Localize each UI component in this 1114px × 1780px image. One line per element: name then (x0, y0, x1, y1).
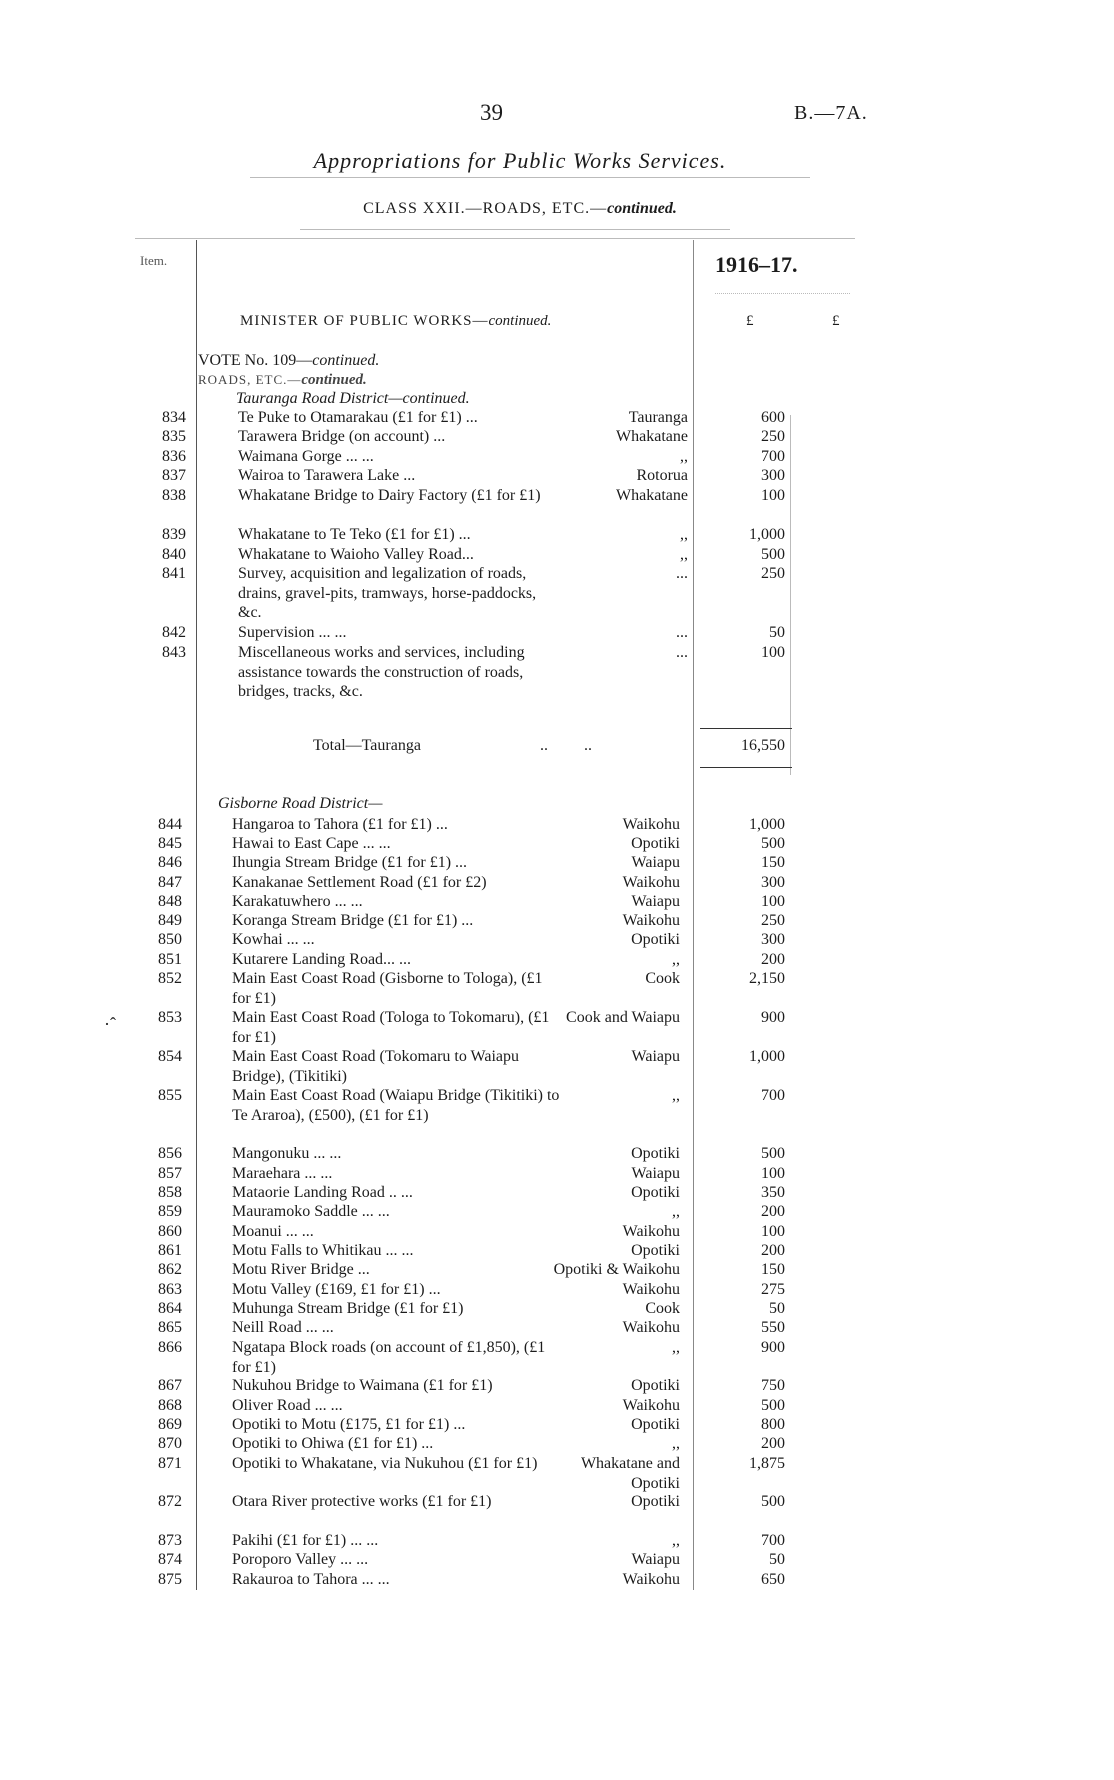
page-title: Appropriations for Public Works Services. (313, 148, 727, 173)
class-heading (0, 200, 1040, 218)
item-location: ,, (680, 546, 688, 563)
currency-symbol-2: £ (832, 313, 840, 329)
item-description: Ngatapa Block roads (on account of £1,850), (£1 for £1) (232, 1339, 546, 1376)
item-description: Whakatane Bridge to Dairy Factory (£1 for £1) (238, 487, 541, 504)
item-description: Main East Coast Road (Tokomaru to Waiapu Bridge), (Tikitiki) (232, 1048, 520, 1085)
item-amount: 1,000 (749, 1048, 785, 1065)
item-description: Hawai to East Cape ... ... (232, 835, 391, 852)
item-amount: 100 (761, 644, 785, 661)
tauranga-total-dots: .. .. (540, 737, 592, 754)
item-location: Waiapu (631, 854, 680, 871)
item-number: 863 (158, 1281, 182, 1298)
total-upper-rule (700, 728, 792, 729)
item-amount: 700 (761, 1087, 785, 1104)
item-location: Opotiki (631, 1377, 680, 1394)
item-description: Main East Coast Road (Tologa to Tokomaru), (£1 for £1) (232, 1009, 550, 1046)
item-description: Opotiki to Whakatane, via Nukuhou (£1 for £1) (232, 1455, 538, 1472)
item-description: Kowhai ... ... (232, 931, 315, 948)
item-number: 836 (162, 448, 186, 465)
item-number: 856 (158, 1145, 182, 1162)
item-description: Neill Road ... ... (232, 1319, 334, 1336)
item-number: 862 (158, 1261, 182, 1278)
item-number: 853 (158, 1009, 182, 1026)
item-number: 871 (158, 1455, 182, 1472)
item-location: ,, (672, 1339, 680, 1356)
item-location: Tauranga (628, 409, 688, 426)
item-number: 858 (158, 1184, 182, 1201)
item-location: ,, (672, 1087, 680, 1104)
item-number: 852 (158, 970, 182, 987)
item-amount: 500 (761, 1145, 785, 1162)
item-amount: 50 (769, 1551, 785, 1568)
item-amount: 900 (761, 1009, 785, 1026)
item-description: Mangonuku ... ... (232, 1145, 342, 1162)
item-location: Opotiki (631, 1145, 680, 1162)
gisborne-district-heading: Gisborne Road District— (218, 795, 383, 812)
roads-suffix: continued. (301, 372, 367, 388)
item-number: 861 (158, 1242, 182, 1259)
item-number: 848 (158, 893, 182, 910)
item-location: ... (676, 624, 688, 641)
item-amount: 350 (761, 1184, 785, 1201)
item-number: 873 (158, 1532, 182, 1549)
item-description: Poroporo Valley ... ... (232, 1551, 369, 1568)
item-description: Mauramoko Saddle ... ... (232, 1203, 390, 1220)
item-number: 839 (162, 526, 186, 543)
item-amount: 200 (761, 951, 785, 968)
item-description: Miscellaneous works and services, including assistance towards the construction of roads, bridges, tracks, &c. (238, 644, 525, 700)
item-location: Waikohu (622, 1571, 680, 1588)
item-number: 859 (158, 1203, 182, 1220)
item-location: Opotiki & Waikohu (553, 1261, 680, 1278)
item-amount: 1,875 (749, 1455, 785, 1472)
item-amount: 100 (761, 487, 785, 504)
item-location: Waikohu (622, 1319, 680, 1336)
item-amount: 150 (761, 1261, 785, 1278)
item-amount: 100 (761, 1165, 785, 1182)
item-amount: 500 (761, 1493, 785, 1510)
item-description: Supervision ... ... (238, 624, 347, 641)
class-suffix: continued. (607, 200, 677, 217)
item-description: Pakihi (£1 for £1) ... ... (232, 1532, 379, 1549)
item-description: Kutarere Landing Road... ... (232, 951, 412, 968)
item-column-header: Item. (140, 253, 168, 268)
item-location: Whakatane (616, 487, 688, 504)
item-number: 864 (158, 1300, 182, 1317)
item-number: 835 (162, 428, 186, 445)
item-description: Koranga Stream Bridge (£1 for £1) ... (232, 912, 474, 929)
print-mark: ·ˆ (104, 1014, 116, 1034)
item-description: Motu Valley (£169, £1 for £1) ... (232, 1281, 441, 1298)
item-description: Ihungia Stream Bridge (£1 for £1) ... (232, 854, 468, 871)
item-amount: 275 (761, 1281, 785, 1298)
item-description: Mataorie Landing Road .. ... (232, 1184, 413, 1201)
item-location: Rotorua (636, 467, 688, 484)
item-amount: 250 (761, 565, 785, 582)
item-description: Maraehara ... ... (232, 1165, 333, 1182)
item-number: 838 (162, 487, 186, 504)
item-location: Cook (645, 970, 680, 987)
item-number: 834 (162, 409, 186, 426)
item-location: ... (676, 565, 688, 582)
item-location: ,, (672, 951, 680, 968)
roads-heading (198, 372, 367, 389)
item-location: ... (676, 644, 688, 661)
item-description: Karakatuwhero ... ... (232, 893, 363, 910)
item-description: Muhunga Stream Bridge (£1 for £1) (232, 1300, 464, 1317)
item-amount: 1,000 (749, 526, 785, 543)
vote-label: VOTE No. 109— (198, 352, 313, 369)
roads-label: ROADS, ETC.— (198, 372, 302, 387)
item-location: Waiapu (631, 1165, 680, 1182)
item-description: Main East Coast Road (Waiapu Bridge (Tikitiki) to Te Araroa), (£500), (£1 for £1) (232, 1087, 560, 1124)
item-amount: 250 (761, 912, 785, 929)
item-amount: 750 (761, 1377, 785, 1394)
item-amount: 200 (761, 1435, 785, 1452)
item-amount: 600 (761, 409, 785, 426)
item-location: Opotiki (631, 835, 680, 852)
item-amount: 250 (761, 428, 785, 445)
item-location: Waiapu (631, 893, 680, 910)
item-description: Whakatane to Te Teko (£1 for £1) ... (238, 526, 471, 543)
item-location: ,, (672, 1435, 680, 1452)
item-number: 865 (158, 1319, 182, 1336)
item-description: Waimana Gorge ... ... (238, 448, 374, 465)
item-description: Main East Coast Road (Gisborne to Tologa), (£1 for £1) (232, 970, 543, 1007)
item-number: 857 (158, 1165, 182, 1182)
minister-suffix: continued. (488, 313, 552, 329)
item-number: 855 (158, 1087, 182, 1104)
vote-heading (198, 352, 379, 370)
minister-heading (240, 313, 551, 330)
item-amount: 800 (761, 1416, 785, 1433)
item-location: Waiapu (631, 1048, 680, 1065)
item-number: 851 (158, 951, 182, 968)
item-number: 875 (158, 1571, 182, 1588)
item-location: Cook (645, 1300, 680, 1317)
item-location: Opotiki (631, 1416, 680, 1433)
minister-label: MINISTER OF PUBLIC WORKS— (240, 313, 489, 329)
location-column-divider (693, 240, 694, 1590)
item-number: 847 (158, 874, 182, 891)
item-description: Motu Falls to Whitikau ... ... (232, 1242, 414, 1259)
title-rule (250, 177, 810, 178)
item-number: 840 (162, 546, 186, 563)
item-column-divider (196, 240, 197, 1590)
page-number: 39 (480, 100, 503, 125)
item-number: 860 (158, 1223, 182, 1240)
item-description: Whakatane to Waioho Valley Road... (238, 546, 474, 563)
tauranga-total-amount: 16,550 (741, 737, 785, 754)
item-location: Waikohu (622, 912, 680, 929)
item-amount: 300 (761, 467, 785, 484)
item-number: 867 (158, 1377, 182, 1394)
item-location: ,, (672, 1203, 680, 1220)
item-amount: 300 (761, 874, 785, 891)
item-location: Opotiki (631, 1184, 680, 1201)
item-location: Cook and Waiapu (566, 1009, 680, 1026)
item-description: Rakauroa to Tahora ... ... (232, 1571, 390, 1588)
item-description: Motu River Bridge ... (232, 1261, 370, 1278)
item-description: Kanakanae Settlement Road (£1 for £2) (232, 874, 487, 891)
section-code: B.—7A. (794, 102, 868, 124)
item-amount: 300 (761, 931, 785, 948)
item-description: Te Puke to Otamarakau (£1 for £1) ... (238, 409, 478, 426)
item-number: 874 (158, 1551, 182, 1568)
item-number: 846 (158, 854, 182, 871)
item-amount: 200 (761, 1242, 785, 1259)
item-description: Moanui ... ... (232, 1223, 314, 1240)
item-amount: 700 (761, 1532, 785, 1549)
item-number: 869 (158, 1416, 182, 1433)
item-location: Waikohu (622, 874, 680, 891)
item-amount: 650 (761, 1571, 785, 1588)
item-location: Waikohu (622, 1397, 680, 1414)
item-description: Hangaroa to Tahora (£1 for £1) ... (232, 816, 448, 833)
item-description: Opotiki to Ohiwa (£1 for £1) ... (232, 1435, 434, 1452)
item-number: 842 (162, 624, 186, 641)
item-amount: 1,000 (749, 816, 785, 833)
item-description: Wairoa to Tarawera Lake ... (238, 467, 416, 484)
table-top-rule (135, 238, 855, 239)
item-number: 844 (158, 816, 182, 833)
tauranga-district-heading: Tauranga Road District—continued. (236, 390, 470, 407)
item-description: Oliver Road ... ... (232, 1397, 343, 1414)
item-location: Opotiki (631, 931, 680, 948)
item-amount: 200 (761, 1203, 785, 1220)
item-number: 872 (158, 1493, 182, 1510)
item-location: ,, (680, 526, 688, 543)
item-description: Otara River protective works (£1 for £1) (232, 1493, 492, 1510)
item-amount: 900 (761, 1339, 785, 1356)
item-amount: 550 (761, 1319, 785, 1336)
item-number: 849 (158, 912, 182, 929)
item-amount: 500 (761, 1397, 785, 1414)
item-amount: 2,150 (749, 970, 785, 987)
item-location: Whakatane (616, 428, 688, 445)
item-description: Opotiki to Motu (£175, £1 for £1) ... (232, 1416, 466, 1433)
item-amount: 150 (761, 854, 785, 871)
item-number: 837 (162, 467, 186, 484)
item-location: ,, (680, 448, 688, 465)
item-number: 866 (158, 1339, 182, 1356)
item-amount: 100 (761, 893, 785, 910)
item-amount: 50 (769, 1300, 785, 1317)
total-lower-rule (700, 767, 792, 768)
item-number: 841 (162, 565, 186, 582)
year-rule (715, 293, 850, 294)
item-amount: 700 (761, 448, 785, 465)
item-number: 845 (158, 835, 182, 852)
vote-suffix: continued. (312, 352, 380, 369)
item-amount: 100 (761, 1223, 785, 1240)
item-location: ,, (672, 1532, 680, 1549)
item-location: Waikohu (622, 816, 680, 833)
class-label: CLASS XXII.—ROADS, ETC.— (363, 200, 608, 217)
item-description: Nukuhou Bridge to Waimana (£1 for £1) (232, 1377, 493, 1394)
item-description: Survey, acquisition and legalization of roads, drains, gravel-pits, tramways, horse-paddocks, &c. (238, 565, 537, 621)
item-number: 850 (158, 931, 182, 948)
item-number: 843 (162, 644, 186, 661)
item-location: Opotiki (631, 1493, 680, 1510)
class-rule (300, 229, 730, 230)
currency-symbol-1: £ (746, 313, 754, 329)
item-location: Waikohu (622, 1223, 680, 1240)
item-amount: 50 (769, 624, 785, 641)
item-location: Waikohu (622, 1281, 680, 1298)
item-location: Whakatane and Opotiki (580, 1455, 680, 1492)
item-amount: 500 (761, 835, 785, 852)
item-number: 854 (158, 1048, 182, 1065)
tauranga-total-label: Total—Tauranga (313, 737, 421, 754)
year-header: 1916–17. (715, 252, 798, 277)
item-location: Opotiki (631, 1242, 680, 1259)
item-amount: 500 (761, 546, 785, 563)
item-number: 868 (158, 1397, 182, 1414)
item-number: 870 (158, 1435, 182, 1452)
amount-column-divider (790, 415, 791, 775)
item-description: Tarawera Bridge (on account) ... (238, 428, 446, 445)
item-location: Waiapu (631, 1551, 680, 1568)
